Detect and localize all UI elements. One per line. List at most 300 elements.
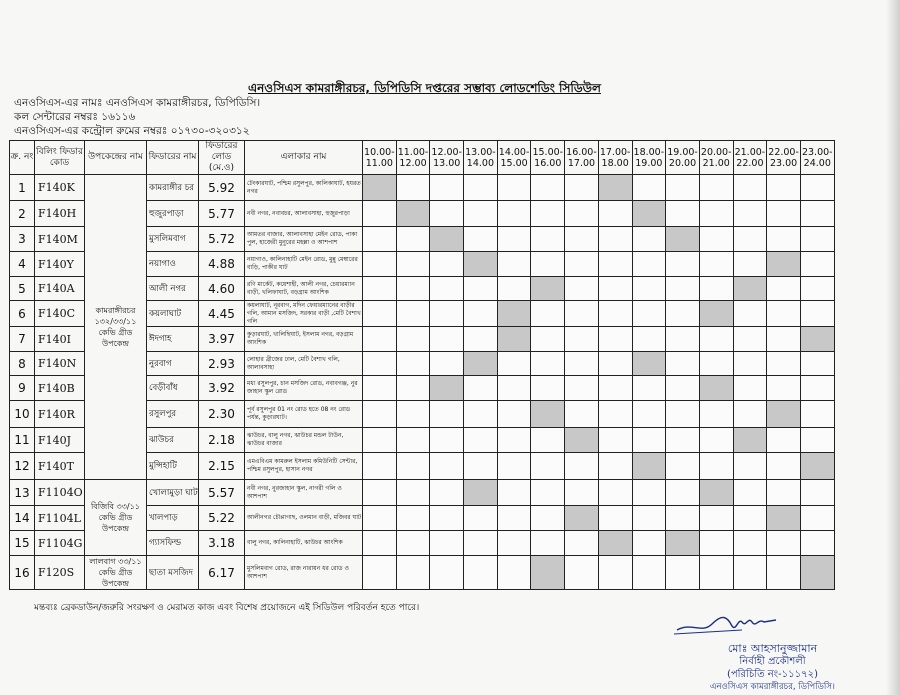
schedule-slot-cell xyxy=(565,227,599,252)
row-area: টেংকারঘাট, পশ্চিম রসুলপুর, কালিকাঘাট, হযরত নগর xyxy=(245,175,363,201)
schedule-slot-cell xyxy=(767,175,801,201)
schedule-slot-cell xyxy=(666,401,700,428)
schedule-slot-cell xyxy=(767,556,801,590)
schedule-slot-cell xyxy=(598,252,632,277)
schedule-slot-cell xyxy=(800,252,834,277)
schedule-slot-cell xyxy=(464,506,498,531)
schedule-slot-cell xyxy=(632,506,666,531)
row-sl: 4 xyxy=(10,252,35,277)
schedule-slot-cell xyxy=(430,201,464,227)
row-billing-code: F140T xyxy=(35,453,85,480)
row-sl: 14 xyxy=(10,506,35,531)
row-feeder-load: 2.18 xyxy=(199,428,245,453)
schedule-slot-cell xyxy=(497,506,531,531)
schedule-slot-cell xyxy=(632,453,666,480)
row-feeder-load: 6.17 xyxy=(199,556,245,590)
schedule-slot-cell xyxy=(699,352,733,376)
schedule-slot-cell xyxy=(531,277,565,301)
schedule-slot-cell xyxy=(733,531,767,556)
schedule-slot-cell xyxy=(396,175,430,201)
header-time-slot: 14.00-15.00 xyxy=(497,141,531,175)
schedule-slot-cell xyxy=(699,252,733,277)
info-nocs-name: এনওসিএস-এর নামঃ এনওসিএস কামরাঙ্গীরচর, ডিপিডিসি। xyxy=(14,97,261,109)
row-area: রণি মার্কেট, কয়েশাহী, আলী নগর, চেয়ারম্যান বাড়ী, খলিফাঘাট, বড়গ্রাম আংশিক xyxy=(245,277,363,301)
row-feeder-name: বেড়ীবাঁধ xyxy=(147,376,199,401)
row-sl: 5 xyxy=(10,277,35,301)
row-area: ঝাউচর, বালু নগর, ঝাউচর মন্ডল টাউন, ঝাউচর বাজার xyxy=(245,428,363,453)
schedule-slot-cell xyxy=(531,201,565,227)
schedule-slot-cell xyxy=(565,376,599,401)
header-time-slot: 19.00-20.00 xyxy=(666,141,700,175)
header-time-slot: 13.00-14.00 xyxy=(464,141,498,175)
row-billing-code: F120S xyxy=(35,556,85,590)
row-billing-code: F1104O xyxy=(35,480,85,506)
row-sl: 11 xyxy=(10,428,35,453)
row-feeder-name: ছাতা মসজিদ xyxy=(147,556,199,590)
schedule-slot-cell xyxy=(800,352,834,376)
schedule-slot-cell xyxy=(699,428,733,453)
schedule-slot-cell xyxy=(430,556,464,590)
schedule-slot-cell xyxy=(666,453,700,480)
row-sl: 7 xyxy=(10,327,35,352)
schedule-slot-cell xyxy=(464,531,498,556)
schedule-slot-cell xyxy=(733,556,767,590)
header-time-slot: 20.00-21.00 xyxy=(699,141,733,175)
row-billing-code: F1104G xyxy=(35,531,85,556)
schedule-slot-cell xyxy=(396,327,430,352)
schedule-slot-cell xyxy=(666,175,700,201)
row-feeder-load: 3.92 xyxy=(199,376,245,401)
schedule-slot-cell xyxy=(565,175,599,201)
row-sl: 13 xyxy=(10,480,35,506)
schedule-slot-cell xyxy=(531,506,565,531)
row-feeder-load: 2.30 xyxy=(199,401,245,428)
table-row xyxy=(10,556,835,590)
row-billing-code: F1104L xyxy=(35,506,85,531)
schedule-slot-cell xyxy=(733,227,767,252)
row-billing-code: F140A xyxy=(35,277,85,301)
schedule-slot-cell xyxy=(396,506,430,531)
row-feeder-name: রসুলপুর xyxy=(147,401,199,428)
schedule-slot-cell xyxy=(666,506,700,531)
schedule-slot-cell xyxy=(363,227,397,252)
row-billing-code: F140M xyxy=(35,227,85,252)
schedule-slot-cell xyxy=(733,301,767,327)
schedule-slot-cell xyxy=(598,175,632,201)
schedule-slot-cell xyxy=(396,401,430,428)
schedule-slot-cell xyxy=(733,453,767,480)
signature-block xyxy=(660,612,885,695)
header-time-slot: 11.00-12.00 xyxy=(396,141,430,175)
schedule-slot-cell xyxy=(632,376,666,401)
schedule-slot-cell xyxy=(396,352,430,376)
schedule-slot-cell xyxy=(699,556,733,590)
table-row xyxy=(10,175,835,201)
schedule-slot-cell xyxy=(800,175,834,201)
schedule-slot-cell xyxy=(464,327,498,352)
schedule-slot-cell xyxy=(598,277,632,301)
schedule-slot-cell xyxy=(396,227,430,252)
schedule-slot-cell xyxy=(699,227,733,252)
schedule-slot-cell xyxy=(430,327,464,352)
schedule-slot-cell xyxy=(396,301,430,327)
schedule-slot-cell xyxy=(733,352,767,376)
schedule-slot-cell xyxy=(464,556,498,590)
row-sl: 6 xyxy=(10,301,35,327)
row-sl: 2 xyxy=(10,201,35,227)
schedule-slot-cell xyxy=(565,428,599,453)
schedule-slot-cell xyxy=(430,401,464,428)
schedule-slot-cell xyxy=(531,376,565,401)
schedule-slot-cell xyxy=(767,227,801,252)
schedule-slot-cell xyxy=(598,453,632,480)
schedule-slot-cell xyxy=(430,175,464,201)
schedule-slot-cell xyxy=(699,531,733,556)
schedule-slot-cell xyxy=(699,327,733,352)
schedule-slot-cell xyxy=(800,327,834,352)
row-area: মুসলিমবাগ রোড, রাজ নারায়ন ধর রোড ও আশপাশ xyxy=(245,556,363,590)
schedule-slot-cell xyxy=(531,301,565,327)
schedule-slot-cell xyxy=(666,376,700,401)
row-substation: লালবাগ ৩৩/১১ কেভি গ্রীড উপকেন্দ্র xyxy=(85,556,147,590)
schedule-slot-cell xyxy=(699,376,733,401)
row-billing-code: F140I xyxy=(35,327,85,352)
schedule-slot-cell xyxy=(565,556,599,590)
schedule-slot-cell xyxy=(666,556,700,590)
schedule-slot-cell xyxy=(430,252,464,277)
schedule-slot-cell xyxy=(767,376,801,401)
row-area: লোহার ব্রীজের ঢাল, মেটি বৈশাখ গলি, আলাবসাহা xyxy=(245,352,363,376)
schedule-slot-cell xyxy=(464,453,498,480)
schedule-slot-cell xyxy=(699,301,733,327)
schedule-slot-cell xyxy=(531,352,565,376)
schedule-slot-cell xyxy=(800,453,834,480)
signatory-name: মোঃ আহসানুজ্জামান xyxy=(727,642,818,655)
schedule-slot-cell xyxy=(464,201,498,227)
row-area: নবী নগর, নুরজাহান স্কুল, নাগরী গলি ও আশপাশ xyxy=(245,480,363,506)
header-feeder-name: ফিডারের নাম xyxy=(147,141,199,175)
remarks-note: মন্তব্যঃ ব্রেকডাউন/জরুরি সংরক্ষণ ও মেরামত কাজ এবং বিশেষ প্রয়োজনে এই সিডিউল পরিবর্তন হতে পারে। xyxy=(34,603,420,613)
row-feeder-name: মুসলিমবাগ xyxy=(147,227,199,252)
schedule-slot-cell xyxy=(430,428,464,453)
schedule-slot-cell xyxy=(767,480,801,506)
schedule-slot-cell xyxy=(632,401,666,428)
signatory-office: এনওসিএস কামরাঙ্গীরচর, ডিপিডিসি। xyxy=(710,682,835,692)
schedule-slot-cell xyxy=(767,301,801,327)
schedule-slot-cell xyxy=(363,556,397,590)
row-billing-code: F140K xyxy=(35,175,85,201)
schedule-slot-cell xyxy=(531,428,565,453)
row-feeder-name: খোলামুড়া ঘাট xyxy=(147,480,199,506)
schedule-slot-cell xyxy=(565,401,599,428)
schedule-slot-cell xyxy=(430,480,464,506)
schedule-body xyxy=(10,175,835,590)
row-billing-code: F140J xyxy=(35,428,85,453)
schedule-slot-cell xyxy=(565,277,599,301)
row-sl: 1 xyxy=(10,175,35,201)
schedule-slot-cell xyxy=(430,453,464,480)
schedule-slot-cell xyxy=(699,201,733,227)
signatory-designation: নির্বাহী প্রকৌশলী xyxy=(739,656,806,667)
row-feeder-load: 3.97 xyxy=(199,327,245,352)
schedule-slot-cell xyxy=(800,556,834,590)
schedule-slot-cell xyxy=(497,480,531,506)
schedule-slot-cell xyxy=(632,480,666,506)
schedule-slot-cell xyxy=(800,401,834,428)
schedule-slot-cell xyxy=(632,175,666,201)
header-time-slot: 10.00-11.00 xyxy=(363,141,397,175)
row-feeder-load: 3.18 xyxy=(199,531,245,556)
schedule-slot-cell xyxy=(598,376,632,401)
row-feeder-load: 5.22 xyxy=(199,506,245,531)
schedule-slot-cell xyxy=(666,352,700,376)
row-feeder-name: আলী নগর xyxy=(147,277,199,301)
row-area: আমতর বাজার, আলাবসাহা মেইন রোড, পাকা পুল, হাজেরী মুনুরের মহল্লা ও আশপাশ xyxy=(245,227,363,252)
row-substation: কামরাঙ্গীরচর ১৩২/৩৩/১১ কেভি গ্রীড উপকেন্দ্র xyxy=(85,175,147,480)
header-time-slot: 17.00-18.00 xyxy=(598,141,632,175)
header-time-slot: 15.00-16.00 xyxy=(531,141,565,175)
schedule-slot-cell xyxy=(767,201,801,227)
row-sl: 9 xyxy=(10,376,35,401)
schedule-slot-cell xyxy=(800,506,834,531)
schedule-slot-cell xyxy=(733,277,767,301)
schedule-slot-cell xyxy=(632,531,666,556)
schedule-slot-cell xyxy=(396,428,430,453)
row-feeder-load: 4.45 xyxy=(199,301,245,327)
row-sl: 15 xyxy=(10,531,35,556)
schedule-slot-cell xyxy=(598,201,632,227)
schedule-slot-cell xyxy=(464,252,498,277)
schedule-slot-cell xyxy=(733,252,767,277)
signatory-id: (পরিচিতি নং-১১১৭২) xyxy=(726,669,819,680)
schedule-slot-cell xyxy=(363,277,397,301)
schedule-slot-cell xyxy=(666,227,700,252)
schedule-slot-cell xyxy=(565,327,599,352)
row-area: বালু নগর, কালিনাহাটি, ঝাউচর আংশিক xyxy=(245,531,363,556)
schedule-slot-cell xyxy=(430,352,464,376)
schedule-slot-cell xyxy=(733,201,767,227)
schedule-slot-cell xyxy=(767,352,801,376)
schedule-slot-cell xyxy=(565,352,599,376)
schedule-slot-cell xyxy=(363,301,397,327)
schedule-slot-cell xyxy=(363,175,397,201)
row-area: পূর্ব রসুলপুর 01 নং রোড হতে 08 নং রোড পর্যন্ত, কুড়ারঘাট। xyxy=(245,401,363,428)
row-area: এমএবিএম কামরুল ইসলাম কমিউনিটি সেন্টার, পশ্চিম রসুলপুর, হাসান নগর xyxy=(245,453,363,480)
schedule-slot-cell xyxy=(800,227,834,252)
schedule-slot-cell xyxy=(733,506,767,531)
schedule-slot-cell xyxy=(464,301,498,327)
schedule-slot-cell xyxy=(396,252,430,277)
header-feeder-load: ফিডারের লোড (মে.ও) xyxy=(199,141,245,175)
schedule-slot-cell xyxy=(699,506,733,531)
header-sl: ক্র. নং xyxy=(10,141,35,175)
table-row xyxy=(10,480,835,506)
schedule-slot-cell xyxy=(363,428,397,453)
schedule-slot-cell xyxy=(598,327,632,352)
row-feeder-name: খালপাড় xyxy=(147,506,199,531)
schedule-slot-cell xyxy=(464,227,498,252)
schedule-slot-cell xyxy=(598,352,632,376)
schedule-slot-cell xyxy=(497,352,531,376)
row-feeder-name: হুজুরপাড়া xyxy=(147,201,199,227)
info-control-room: এনওসিএস-এর কন্ট্রোল রুমের নম্বরঃ ০১৭৩০-৩২০৩১২ xyxy=(14,125,250,137)
schedule-slot-cell xyxy=(800,277,834,301)
schedule-slot-cell xyxy=(497,227,531,252)
schedule-slot-cell xyxy=(632,428,666,453)
row-sl: 16 xyxy=(10,556,35,590)
schedule-slot-cell xyxy=(497,201,531,227)
schedule-slot-cell xyxy=(733,480,767,506)
schedule-slot-cell xyxy=(632,352,666,376)
schedule-slot-cell xyxy=(464,480,498,506)
schedule-slot-cell xyxy=(430,227,464,252)
schedule-slot-cell xyxy=(767,252,801,277)
schedule-slot-cell xyxy=(666,480,700,506)
schedule-slot-cell xyxy=(531,401,565,428)
schedule-slot-cell xyxy=(632,227,666,252)
schedule-slot-cell xyxy=(363,480,397,506)
schedule-slot-cell xyxy=(497,277,531,301)
schedule-slot-cell xyxy=(497,376,531,401)
schedule-slot-cell xyxy=(598,480,632,506)
schedule-slot-cell xyxy=(396,453,430,480)
schedule-slot-cell xyxy=(733,401,767,428)
row-feeder-load: 5.72 xyxy=(199,227,245,252)
row-feeder-load: 5.77 xyxy=(199,201,245,227)
schedule-slot-cell xyxy=(396,531,430,556)
header-substation: উপকেন্দ্রের নাম xyxy=(85,141,147,175)
schedule-slot-cell xyxy=(497,175,531,201)
row-feeder-load: 4.88 xyxy=(199,252,245,277)
schedule-slot-cell xyxy=(598,428,632,453)
schedule-slot-cell xyxy=(767,531,801,556)
schedule-slot-cell xyxy=(800,428,834,453)
schedule-slot-cell xyxy=(531,252,565,277)
schedule-slot-cell xyxy=(666,201,700,227)
schedule-slot-cell xyxy=(497,401,531,428)
row-feeder-load: 5.92 xyxy=(199,175,245,201)
schedule-slot-cell xyxy=(531,531,565,556)
row-area: আলীনগর চৌপ্পাগাছ, ওলমান বাড়ী, মজিবর ঘাট xyxy=(245,506,363,531)
schedule-slot-cell xyxy=(430,301,464,327)
schedule-slot-cell xyxy=(767,453,801,480)
schedule-slot-cell xyxy=(363,352,397,376)
schedule-slot-cell xyxy=(497,301,531,327)
schedule-slot-cell xyxy=(733,175,767,201)
header-billing-code: বিলিং ফিডার কোড xyxy=(35,141,85,175)
row-billing-code: F140N xyxy=(35,352,85,376)
row-sl: 10 xyxy=(10,401,35,428)
schedule-slot-cell xyxy=(800,480,834,506)
schedule-slot-cell xyxy=(430,531,464,556)
row-sl: 12 xyxy=(10,453,35,480)
schedule-slot-cell xyxy=(767,401,801,428)
row-billing-code: F140R xyxy=(35,401,85,428)
schedule-slot-cell xyxy=(565,480,599,506)
schedule-slot-cell xyxy=(363,201,397,227)
schedule-slot-cell xyxy=(767,327,801,352)
schedule-slot-cell xyxy=(733,376,767,401)
schedule-slot-cell xyxy=(464,277,498,301)
row-area: কুড়ারঘাট, খালিছিঘাট, ইসলাম নগর, বড়গ্রাম আংশিক xyxy=(245,327,363,352)
row-billing-code: F140B xyxy=(35,376,85,401)
schedule-slot-cell xyxy=(464,428,498,453)
schedule-slot-cell xyxy=(396,376,430,401)
scan-edge-shadow xyxy=(886,0,900,695)
schedule-slot-cell xyxy=(598,401,632,428)
schedule-slot-cell xyxy=(666,531,700,556)
schedule-slot-cell xyxy=(396,556,430,590)
schedule-slot-cell xyxy=(666,277,700,301)
header-area: এলাকার নাম xyxy=(245,141,363,175)
schedule-slot-cell xyxy=(464,401,498,428)
row-billing-code: F140C xyxy=(35,301,85,327)
schedule-slot-cell xyxy=(531,453,565,480)
row-feeder-name: ঈদগাহ xyxy=(147,327,199,352)
schedule-slot-cell xyxy=(396,201,430,227)
schedule-slot-cell xyxy=(396,480,430,506)
row-feeder-load: 2.15 xyxy=(199,453,245,480)
row-billing-code: F140Y xyxy=(35,252,85,277)
row-feeder-name: কয়লাঘাট xyxy=(147,301,199,327)
header-time-slot: 18.00-19.00 xyxy=(632,141,666,175)
schedule-slot-cell xyxy=(464,376,498,401)
schedule-slot-cell xyxy=(699,480,733,506)
schedule-slot-cell xyxy=(464,352,498,376)
row-feeder-load: 2.93 xyxy=(199,352,245,376)
row-sl: 3 xyxy=(10,227,35,252)
schedule-slot-cell xyxy=(497,252,531,277)
header-row xyxy=(10,141,835,175)
signature-scribble-icon xyxy=(672,612,782,638)
schedule-slot-cell xyxy=(531,480,565,506)
schedule-slot-cell xyxy=(699,401,733,428)
loadshedding-schedule-table xyxy=(9,140,835,590)
schedule-slot-cell xyxy=(430,277,464,301)
schedule-slot-cell xyxy=(733,327,767,352)
schedule-slot-cell xyxy=(363,376,397,401)
schedule-slot-cell xyxy=(632,556,666,590)
schedule-slot-cell xyxy=(800,531,834,556)
schedule-slot-cell xyxy=(497,531,531,556)
row-feeder-name: ঝাউচর xyxy=(147,428,199,453)
schedule-slot-cell xyxy=(598,556,632,590)
schedule-slot-cell xyxy=(363,531,397,556)
schedule-slot-cell xyxy=(800,301,834,327)
schedule-slot-cell xyxy=(632,327,666,352)
schedule-slot-cell xyxy=(363,506,397,531)
schedule-slot-cell xyxy=(565,506,599,531)
schedule-slot-cell xyxy=(531,327,565,352)
header-time-slot: 22.00-23.00 xyxy=(767,141,801,175)
row-feeder-name: গ্যাসফিল্ড xyxy=(147,531,199,556)
header-time-slot: 23.00-24.00 xyxy=(800,141,834,175)
row-area: কয়লাঘাট, নূরবাগ, মদিন ফেয়ারম্যানের বাড়ীর গলি, আমান মসজিদ, সরকার বাড়ী ,মেটি বৈশাখ গলি xyxy=(245,301,363,327)
schedule-slot-cell xyxy=(497,428,531,453)
schedule-slot-cell xyxy=(363,401,397,428)
schedule-slot-cell xyxy=(666,327,700,352)
schedule-slot-cell xyxy=(666,301,700,327)
row-substation: বিজিবি ৩৩/১১ কেভি গ্রীড উপকেন্দ্র xyxy=(85,480,147,556)
schedule-slot-cell xyxy=(598,301,632,327)
schedule-slot-cell xyxy=(632,201,666,227)
schedule-slot-cell xyxy=(531,227,565,252)
row-feeder-load: 4.60 xyxy=(199,277,245,301)
header-time-slot: 21.00-22.00 xyxy=(733,141,767,175)
schedule-slot-cell xyxy=(531,175,565,201)
schedule-slot-cell xyxy=(396,277,430,301)
schedule-slot-cell xyxy=(632,301,666,327)
